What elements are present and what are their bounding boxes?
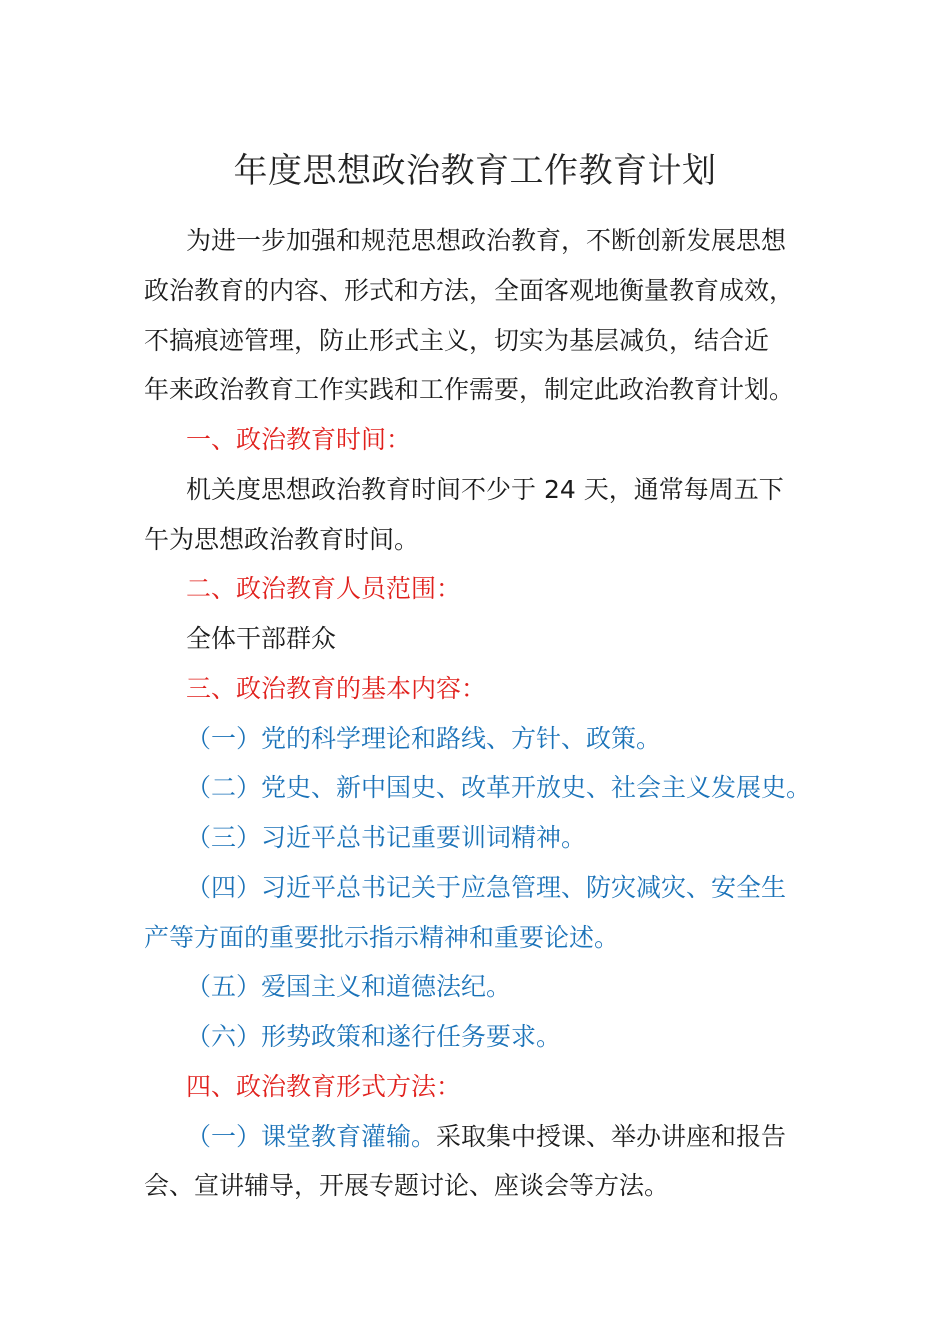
- section-4-heading: 四、政治教育形式方法：: [186, 1072, 462, 1101]
- section-3-item-6: （六）形势政策和遂行任务要求。: [186, 1022, 562, 1051]
- section-3-item-4: （四）习近平总书记关于应急管理、防灾减灾、安全生: [186, 873, 787, 902]
- section-4-item-1-text: 采取集中授课、举办讲座和报告: [436, 1122, 787, 1151]
- section-4-item-1-label: （一）课堂教育灌输。: [186, 1122, 437, 1151]
- section-2-body: 全体干部群众: [186, 624, 337, 653]
- section-1-heading: 一、政治教育时间：: [186, 425, 412, 454]
- section-3-item-5: （五）爱国主义和道德法纪。: [186, 972, 512, 1001]
- section-3-item-3: （三）习近平总书记重要训词精神。: [186, 823, 587, 852]
- section-3-item-1: （一）党的科学理论和路线、方针、政策。: [186, 724, 662, 753]
- intro-line-1: 为进一步加强和规范思想政治教育，不断创新发展思想: [186, 226, 787, 255]
- intro-line-3: 不搞痕迹管理，防止形式主义，切实为基层减负，结合近: [144, 326, 770, 355]
- intro-line-4: 年来政治教育工作实践和工作需要，制定此政治教育计划。: [144, 375, 795, 404]
- document-title: 年度思想政治教育工作教育计划: [233, 151, 717, 191]
- section-1-line-2: 午为思想政治教育时间。: [144, 525, 420, 554]
- section-3-item-2: （二）党史、新中国史、改革开放史、社会主义发展史。: [186, 773, 812, 802]
- section-1-line-1: 机关度思想政治教育时间不少于 24 天，通常每周五下: [186, 475, 784, 504]
- section-3-heading: 三、政治教育的基本内容：: [186, 674, 487, 703]
- section-4-item-1: [186, 1120, 866, 1154]
- section-4-item-1-cont: 会、宣讲辅导，开展专题讨论、座谈会等方法。: [144, 1171, 670, 1200]
- section-3-item-4-cont: 产等方面的重要批示指示精神和重要论述。: [144, 923, 620, 952]
- section-2-heading: 二、政治教育人员范围：: [186, 574, 462, 603]
- intro-line-2: 政治教育的内容、形式和方法，全面客观地衡量教育成效，: [144, 276, 795, 305]
